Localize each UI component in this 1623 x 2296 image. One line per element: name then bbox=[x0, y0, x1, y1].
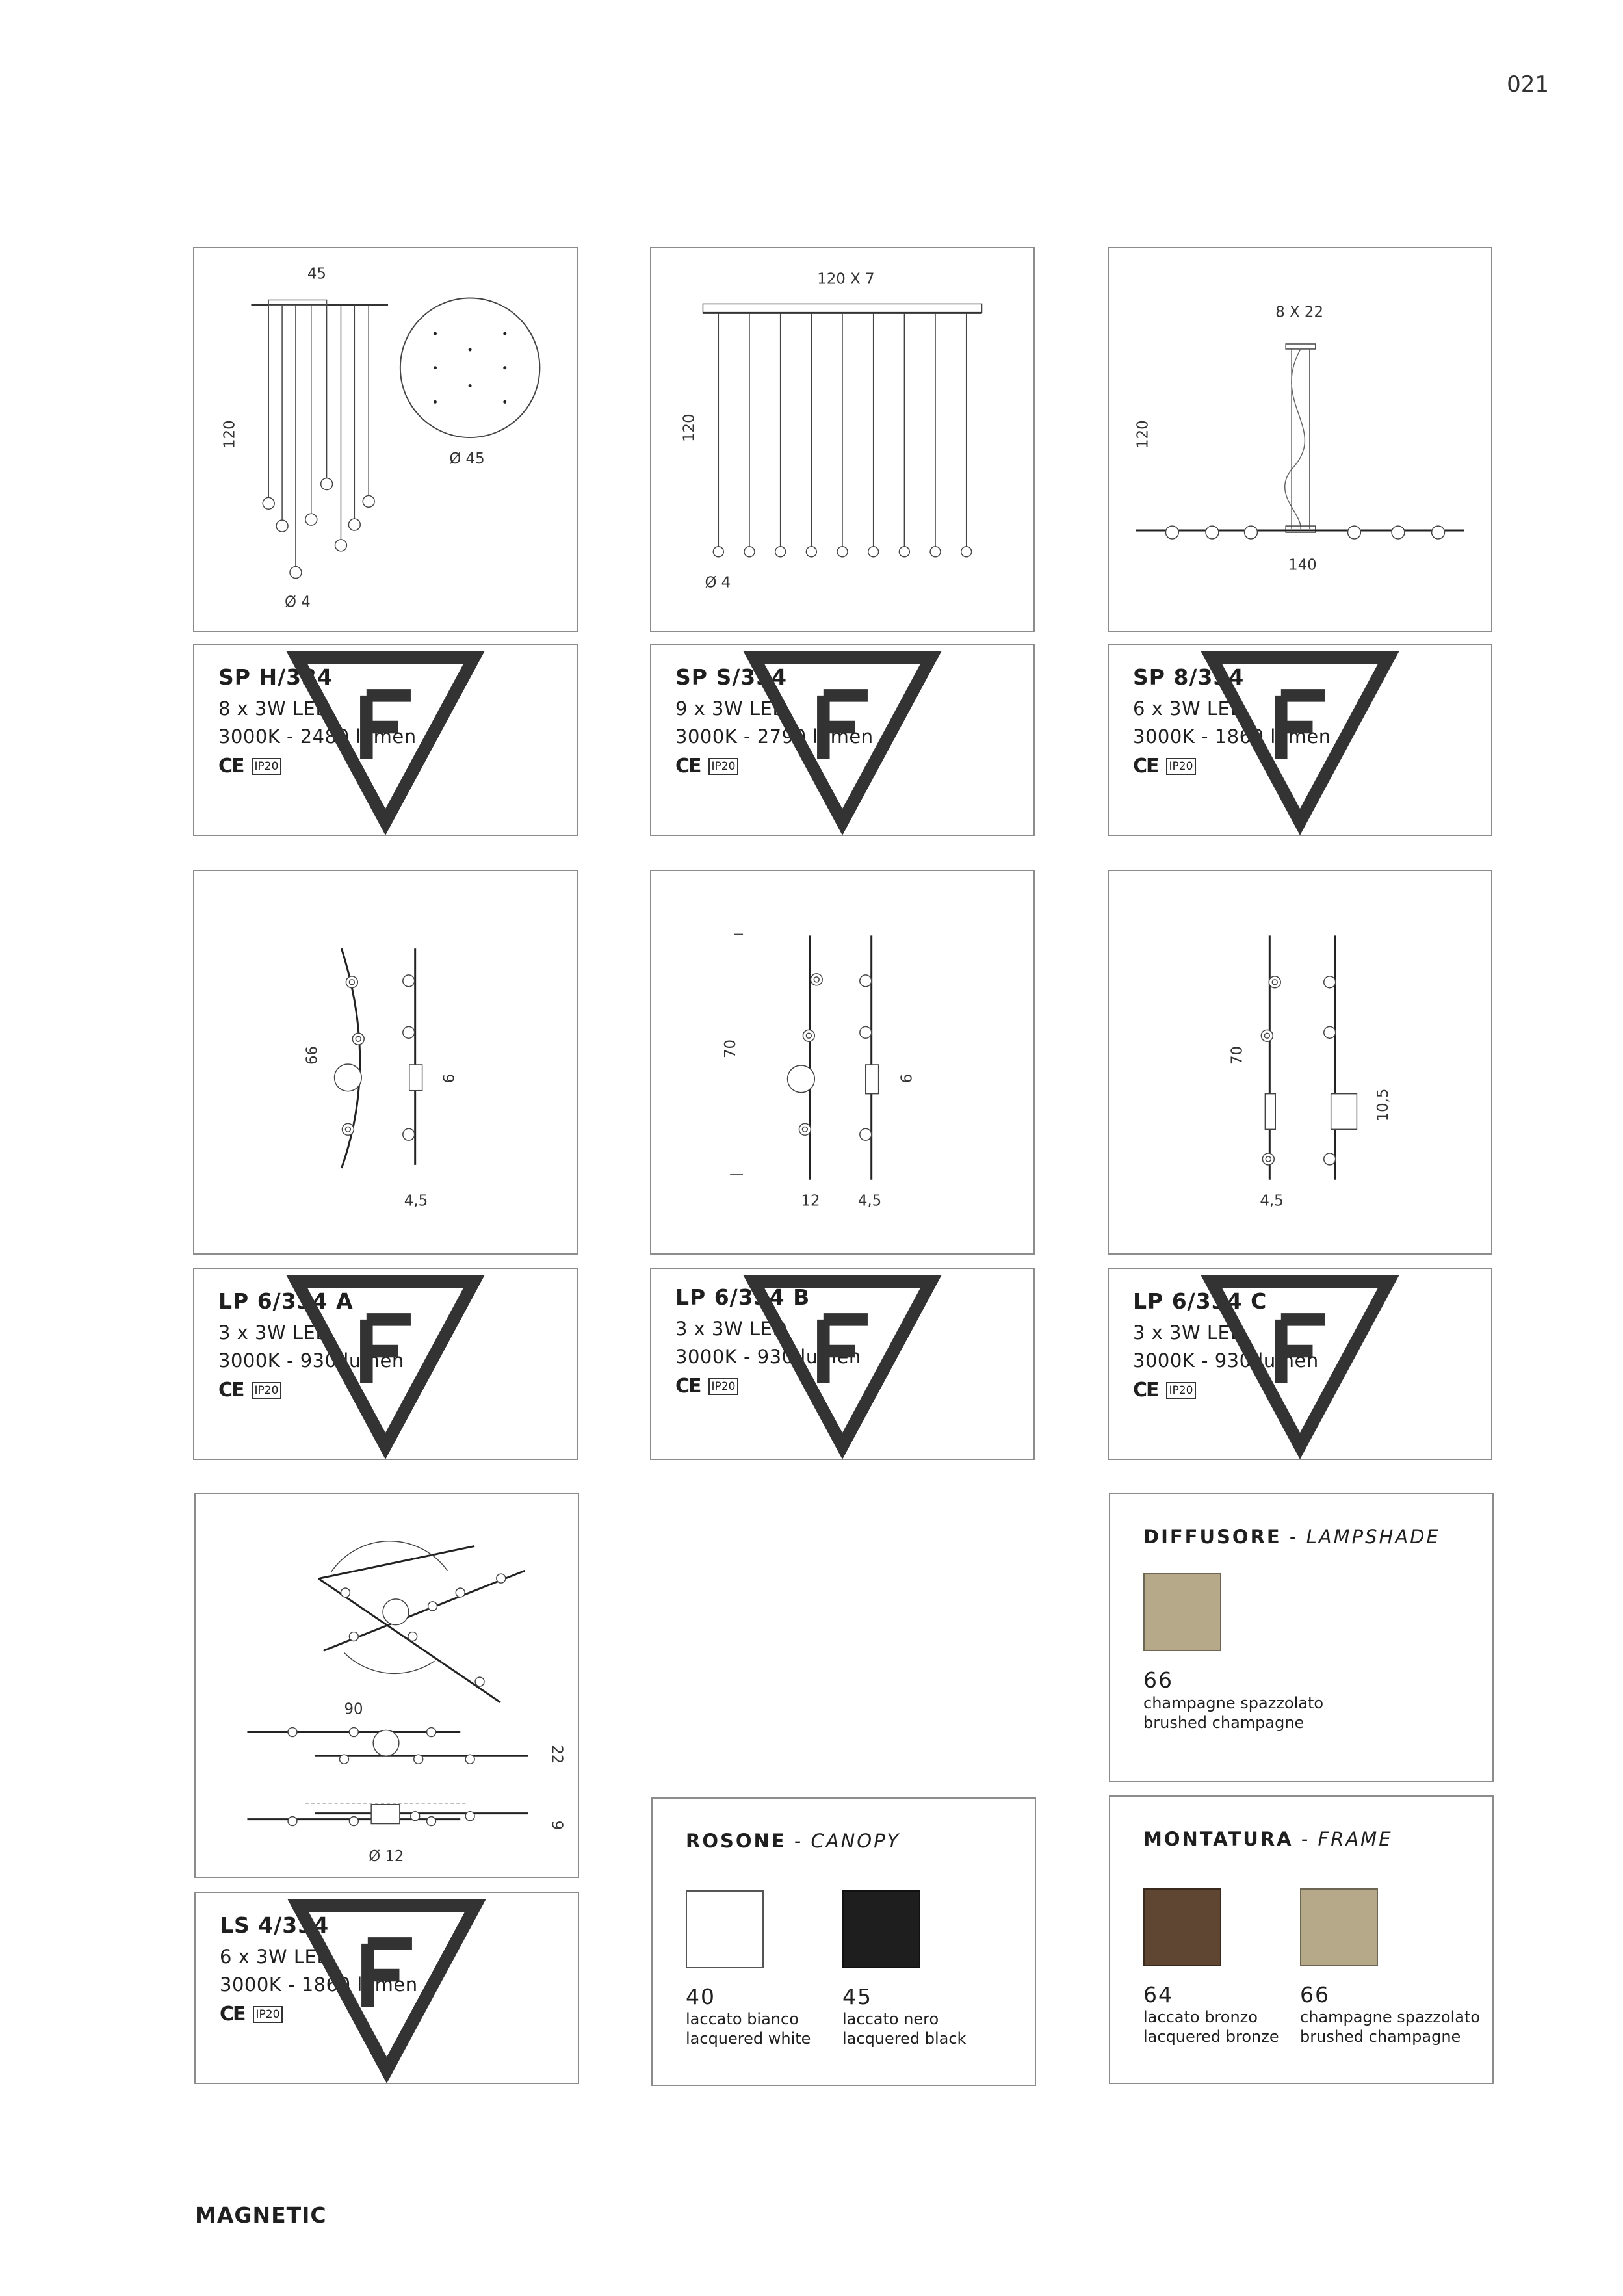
spec-lp-6-334-b bbox=[650, 1268, 1035, 1460]
light-output: 3000K - 930 lumen bbox=[675, 1346, 861, 1368]
finish-name: laccato bronzo lacquered bronze bbox=[1143, 2008, 1279, 2046]
light-output: 3000K - 1860 lumen bbox=[1133, 725, 1331, 748]
sp-8-334-drawing bbox=[1109, 248, 1491, 631]
swatch-montatura-64 bbox=[1143, 1888, 1221, 1966]
dim-diameter: Ø 4 bbox=[705, 574, 731, 592]
ip-rating: IP20 bbox=[252, 758, 282, 775]
finish-code: 64 bbox=[1143, 1982, 1173, 2007]
product-code: LP 6/334 B bbox=[675, 1285, 811, 1310]
diffusore-heading: DIFFUSORE - LAMPSHADE bbox=[1143, 1526, 1440, 1548]
drawing-sp-s-334 bbox=[650, 247, 1035, 632]
light-output: 3000K - 2480 lumen bbox=[218, 725, 417, 748]
dim-canopy: 8 X 22 bbox=[1275, 304, 1323, 321]
ls-4-334-drawing bbox=[196, 1494, 578, 1877]
lamps: 8 x 3W LED bbox=[218, 698, 331, 720]
f-mark-icon bbox=[1109, 1269, 1491, 1459]
swatch-montatura-66 bbox=[1300, 1888, 1378, 1966]
drawing-lp-6-334-a bbox=[193, 870, 578, 1255]
finish-code: 66 bbox=[1300, 1982, 1330, 2007]
finish-box-diffusore bbox=[1109, 1493, 1494, 1782]
page-number: 021 bbox=[1507, 72, 1549, 98]
ce-mark-icon: CE bbox=[218, 1379, 244, 1402]
dim-depth: 9 bbox=[439, 1073, 456, 1084]
f-mark-icon bbox=[194, 645, 577, 835]
sp-h-334-drawing bbox=[194, 248, 577, 631]
light-output: 3000K - 930 lumen bbox=[218, 1350, 404, 1372]
product-code: SP 8/334 bbox=[1133, 664, 1245, 690]
rosone-heading: ROSONE - CANOPY bbox=[686, 1830, 901, 1852]
dim-length: 140 bbox=[1288, 556, 1317, 574]
drawing-sp-8-334 bbox=[1108, 247, 1492, 632]
spec-lp-6-334-c bbox=[1108, 1268, 1492, 1460]
dim-diameter: Ø 12 bbox=[369, 1848, 404, 1866]
drawing-ls-4-334 bbox=[194, 1493, 579, 1878]
spec-sp-8-334 bbox=[1108, 644, 1492, 836]
finish-code: 45 bbox=[842, 1984, 872, 2009]
product-code: LP 6/334 A bbox=[218, 1288, 354, 1314]
finish-box-montatura bbox=[1109, 1795, 1494, 2084]
dim-width: 4,5 bbox=[404, 1192, 428, 1210]
certifications bbox=[675, 755, 1033, 777]
dim-depth: 9 bbox=[896, 1073, 914, 1084]
lamps: 3 x 3W LED bbox=[675, 1318, 788, 1340]
finish-name: laccato nero lacquered black bbox=[842, 2010, 967, 2048]
dim-height-2: 9 bbox=[548, 1820, 565, 1831]
sp-s-334-drawing bbox=[651, 248, 1033, 631]
lamps: 6 x 3W LED bbox=[1133, 698, 1245, 720]
dim-height: 120 bbox=[1134, 420, 1152, 449]
dim-height: 70 bbox=[1228, 1045, 1246, 1065]
spec-sp-h-334 bbox=[193, 644, 578, 836]
f-mark-icon bbox=[1109, 645, 1491, 835]
dim-height: 66 bbox=[304, 1045, 321, 1065]
lp-6-334-a-drawing bbox=[194, 871, 577, 1253]
certifications bbox=[675, 1375, 1033, 1398]
spec-sp-s-334 bbox=[650, 644, 1035, 836]
certifications bbox=[1133, 1379, 1491, 1402]
dim-diameter: Ø 4 bbox=[285, 594, 311, 611]
product-code: SP H/334 bbox=[218, 664, 333, 690]
certifications bbox=[1133, 755, 1491, 777]
dim-height-1: 22 bbox=[548, 1745, 565, 1764]
dim-depth: 10,5 bbox=[1375, 1088, 1392, 1122]
lamps: 9 x 3W LED bbox=[675, 698, 788, 720]
finish-name: laccato bianco lacquered white bbox=[686, 2010, 811, 2048]
dim-height: 120 bbox=[221, 420, 239, 449]
f-mark-icon bbox=[651, 645, 1033, 835]
montatura-heading: MONTATURA - FRAME bbox=[1143, 1828, 1393, 1850]
ce-mark-icon: CE bbox=[1133, 1379, 1158, 1402]
product-code: SP S/334 bbox=[675, 664, 788, 690]
lp-6-334-b-drawing bbox=[651, 871, 1033, 1253]
ce-mark-icon: CE bbox=[220, 2003, 245, 2026]
ip-rating: IP20 bbox=[708, 1378, 739, 1395]
lamps: 6 x 3W LED bbox=[220, 1946, 332, 1968]
certifications bbox=[218, 1379, 577, 1402]
spec-lp-6-334-a bbox=[193, 1268, 578, 1460]
f-mark-icon bbox=[196, 1893, 578, 2083]
dim-canopy: Ø 45 bbox=[449, 450, 485, 467]
dim-width-2: 4,5 bbox=[857, 1192, 882, 1210]
ip-rating: IP20 bbox=[1166, 758, 1197, 775]
swatch-rosone-45 bbox=[842, 1890, 920, 1968]
dim-height: 70 bbox=[722, 1039, 740, 1059]
collection-name: MAGNETIC bbox=[195, 2202, 327, 2228]
light-output: 3000K - 2790 lumen bbox=[675, 725, 874, 748]
ce-mark-icon: CE bbox=[675, 755, 701, 777]
finish-box-rosone bbox=[651, 1797, 1036, 2086]
ip-rating: IP20 bbox=[1166, 1382, 1197, 1399]
ip-rating: IP20 bbox=[253, 2006, 283, 2023]
dim-width: 90 bbox=[344, 1701, 363, 1718]
spec-ls-4-334 bbox=[194, 1892, 579, 2084]
ce-mark-icon: CE bbox=[218, 755, 244, 777]
finish-code: 66 bbox=[1143, 1667, 1173, 1693]
finish-code: 40 bbox=[686, 1984, 716, 2009]
ce-mark-icon: CE bbox=[1133, 755, 1158, 777]
lamps: 3 x 3W LED bbox=[218, 1322, 331, 1344]
lamps: 3 x 3W LED bbox=[1133, 1322, 1245, 1344]
dim-height: 120 bbox=[681, 413, 698, 442]
product-code: LP 6/334 C bbox=[1133, 1288, 1267, 1314]
ce-mark-icon: CE bbox=[675, 1375, 701, 1398]
swatch-diffusore-66 bbox=[1143, 1573, 1221, 1651]
swatch-rosone-40 bbox=[686, 1890, 764, 1968]
finish-name: champagne spazzolato brushed champagne bbox=[1143, 1694, 1324, 1732]
drawing-lp-6-334-b bbox=[650, 870, 1035, 1255]
drawing-lp-6-334-c bbox=[1108, 870, 1492, 1255]
dim-width: 120 X 7 bbox=[817, 270, 875, 288]
ip-rating: IP20 bbox=[252, 1382, 282, 1399]
product-code: LS 4/334 bbox=[220, 1912, 330, 1938]
light-output: 3000K - 930 lumen bbox=[1133, 1350, 1319, 1372]
dim-width: 4,5 bbox=[1260, 1192, 1284, 1210]
f-mark-icon bbox=[651, 1269, 1033, 1459]
drawing-sp-h-334 bbox=[193, 247, 578, 632]
lp-6-334-c-drawing bbox=[1109, 871, 1491, 1253]
light-output: 3000K - 1860 lumen bbox=[220, 1974, 418, 1996]
dim-width-1: 12 bbox=[801, 1192, 820, 1210]
finish-name: champagne spazzolato brushed champagne bbox=[1300, 2008, 1481, 2046]
dim-width: 45 bbox=[307, 265, 326, 283]
ip-rating: IP20 bbox=[708, 758, 739, 775]
certifications bbox=[220, 2003, 578, 2026]
certifications bbox=[218, 755, 577, 777]
f-mark-icon bbox=[194, 1269, 577, 1459]
